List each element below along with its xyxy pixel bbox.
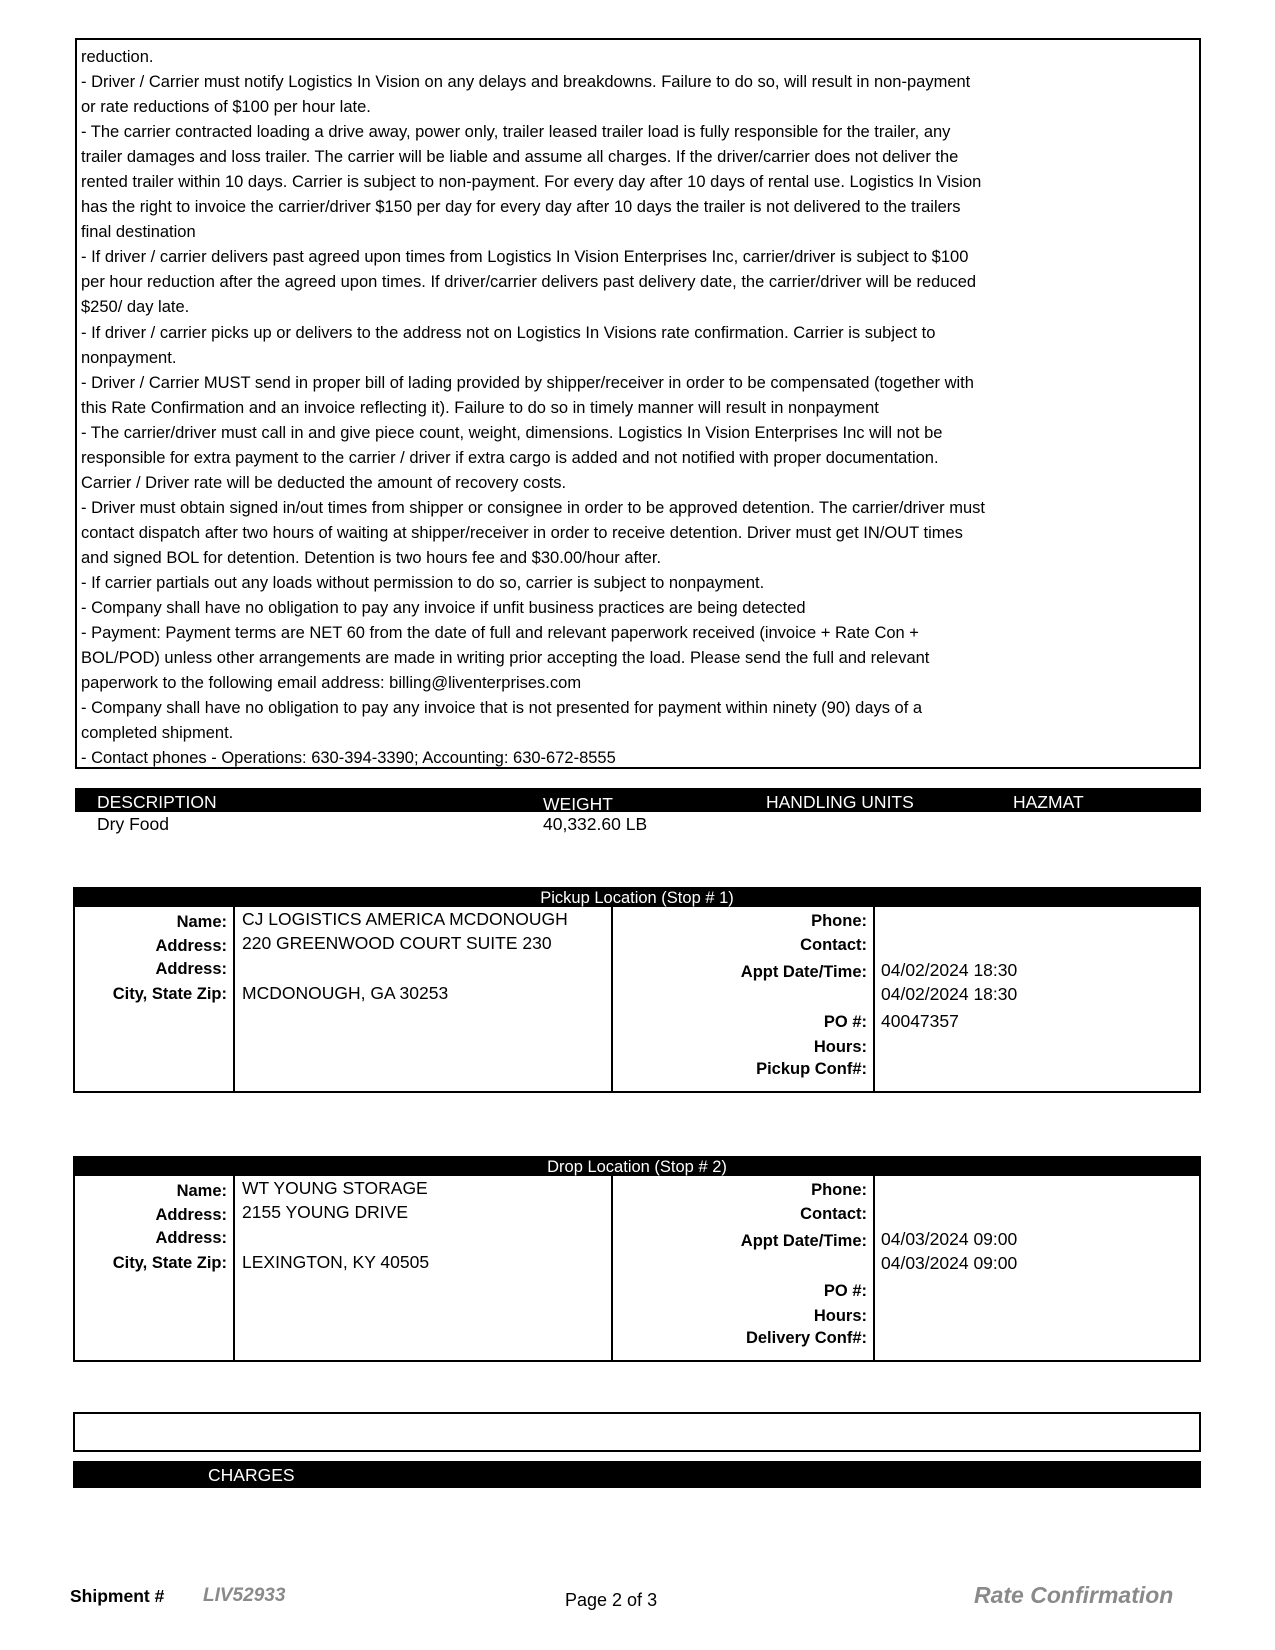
hazmat-header: HAZMAT [1013, 792, 1084, 812]
pickup-name: CJ LOGISTICS AMERICA MCDONOUGH [242, 909, 568, 929]
contact-label: Contact: [800, 1205, 867, 1223]
terms-line: reduction. [81, 48, 154, 66]
terms-line: rented trailer within 10 days. Carrier is subject to non-payment. For every day after 10 days of rental use. Logistics In Vision [81, 173, 982, 192]
terms-line: - Contact phones - Operations: 630-394-3390; Accounting: 630-672-8555 [81, 749, 616, 768]
divider [611, 907, 613, 1091]
appt-date-time-label: Appt Date/Time: [740, 963, 867, 981]
terms-line: - The carrier contracted loading a drive away, power only, trailer leased trailer load is fully responsible for the trailer, any [81, 123, 951, 142]
divider [233, 907, 235, 1091]
notes-box [73, 1412, 1201, 1452]
pickup-po-number: 40047357 [881, 1011, 959, 1031]
terms-line: paperwork to the following email address: billing@liventerprises.com [81, 674, 582, 693]
terms-line: trailer damages and loss trailer. The carrier will be liable and assume all charges. If the driver/carrier does not deliver the [81, 148, 959, 167]
address-label: Address: [155, 1206, 227, 1224]
contact-label: Contact: [800, 936, 867, 954]
cargo-weight: 40,332.60 LB [543, 814, 648, 834]
address-label: Address: [155, 937, 227, 955]
handling-units-header: HANDLING UNITS [766, 792, 914, 812]
hours-label: Hours: [813, 1038, 867, 1056]
cargo-description: Dry Food [97, 814, 169, 834]
terms-line: per hour reduction after the agreed upon times. If driver/carrier delivers past delivery date, the carrier/driver will be reduced [81, 273, 977, 292]
terms-line: nonpayment. [81, 348, 177, 367]
pickup-location-body [75, 907, 1199, 1091]
drop-location-box [73, 1156, 1201, 1362]
drop-location-title: Drop Location (Stop # 2) [75, 1158, 1199, 1176]
po-label: PO #: [823, 1013, 867, 1031]
pickup-conf-label: Pickup Conf#: [756, 1060, 867, 1078]
cargo-header [75, 788, 1201, 812]
terms-line: has the right to invoice the carrier/driver $150 per day for every day after 10 days the trailer is not delivered to the trailers [81, 198, 961, 217]
phone-label: Phone: [811, 1181, 867, 1199]
terms-line: and signed BOL for detention. Detention is two hours fee and $30.00/hour after. [81, 548, 662, 567]
hours-label: Hours: [813, 1307, 867, 1325]
terms-line: contact dispatch after two hours of waiting at shipper/receiver in order to receive detention. Driver must get IN/OUT times [81, 523, 963, 542]
divider [873, 907, 875, 1091]
drop-city-state-zip: LEXINGTON, KY 40505 [242, 1252, 430, 1272]
terms-line: - Driver / Carrier MUST send in proper bill of lading provided by shipper/receiver in order to be compensated (together with [81, 373, 974, 392]
terms-line: Carrier / Driver rate will be deducted the amount of recovery costs. [81, 473, 567, 492]
pickup-location-title: Pickup Location (Stop # 1) [75, 889, 1199, 907]
pickup-appt-end: 04/02/2024 18:30 [881, 984, 1018, 1004]
name-label: Name: [176, 913, 227, 931]
terms-text [81, 45, 1195, 771]
address-label: Address: [155, 960, 227, 978]
city-state-zip-label: City, State Zip: [112, 1254, 227, 1272]
drop-location-body [75, 1176, 1199, 1360]
terms-line: this Rate Confirmation and an invoice reflecting it). Failure to do so in timely manner will result in nonpayment [81, 398, 879, 417]
terms-line: - If carrier partials out any loads without permission to do so, carrier is subject to nonpayment. [81, 573, 765, 592]
delivery-conf-label: Delivery Conf#: [745, 1329, 867, 1347]
charges-label: CHARGES [208, 1465, 295, 1485]
terms-line: BOL/POD) unless other arrangements are made in writing prior accepting the load. Please send the full and relevant [81, 649, 930, 668]
drop-address: 2155 YOUNG DRIVE [242, 1202, 408, 1222]
terms-line: completed shipment. [81, 724, 234, 743]
shipment-number: LIV52933 [203, 1585, 286, 1606]
document-title: Rate Confirmation [974, 1582, 1174, 1608]
terms-line: - If driver / carrier delivers past agreed upon times from Logistics In Vision Enterprises Inc, carrier/driver is subject to $100 [81, 248, 969, 267]
terms-line: - The carrier/driver must call in and give piece count, weight, dimensions. Logistics In Vision Enterprises Inc will not be [81, 423, 943, 442]
drop-name: WT YOUNG STORAGE [242, 1178, 428, 1198]
page-number: Page 2 of 3 [565, 1590, 658, 1610]
address-label: Address: [155, 1229, 227, 1247]
divider [873, 1176, 875, 1360]
cargo-row [75, 813, 1201, 837]
terms-line: - Driver must obtain signed in/out times from shipper or consignee in order to be approved detention. The carrier/driver must [81, 498, 985, 517]
shipment-label: Shipment # [70, 1586, 165, 1606]
pickup-city-state-zip: MCDONOUGH, GA 30253 [242, 983, 449, 1003]
terms-line: responsible for extra payment to the carrier / driver if extra cargo is added and not notified with proper documentation. [81, 448, 939, 467]
pickup-location-box [73, 887, 1201, 1093]
terms-line: - Company shall have no obligation to pay any invoice that is not presented for payment within ninety (90) days of a [81, 699, 923, 718]
name-label: Name: [176, 1182, 227, 1200]
charges-header [73, 1461, 1201, 1488]
description-header: DESCRIPTION [97, 792, 217, 812]
divider [233, 1176, 235, 1360]
terms-line: final destination [81, 223, 196, 242]
terms-line: - Payment: Payment terms are NET 60 from the date of full and relevant paperwork received (invoice + Rate Con + [81, 624, 919, 643]
terms-line: $250/ day late. [81, 298, 190, 317]
appt-date-time-label: Appt Date/Time: [740, 1232, 867, 1250]
terms-line: - Company shall have no obligation to pay any invoice if unfit business practices are being detected [81, 599, 806, 618]
divider [611, 1176, 613, 1360]
city-state-zip-label: City, State Zip: [112, 985, 227, 1003]
weight-header: WEIGHT [543, 794, 613, 814]
po-label: PO #: [823, 1282, 867, 1300]
terms-line: or rate reductions of $100 per hour late. [81, 98, 371, 117]
phone-label: Phone: [811, 912, 867, 930]
drop-appt-end: 04/03/2024 09:00 [881, 1253, 1018, 1273]
terms-line: - Driver / Carrier must notify Logistics In Vision on any delays and breakdowns. Failure to do so, will result in non-payment [81, 73, 971, 92]
terms-box [75, 38, 1201, 769]
terms-line: - If driver / carrier picks up or delivers to the address not on Logistics In Visions rate confirmation. Carrier is subject to [81, 323, 936, 342]
pickup-address: 220 GREENWOOD COURT SUITE 230 [242, 933, 552, 953]
drop-appt-start: 04/03/2024 09:00 [881, 1229, 1018, 1249]
pickup-appt-start: 04/02/2024 18:30 [881, 960, 1018, 980]
